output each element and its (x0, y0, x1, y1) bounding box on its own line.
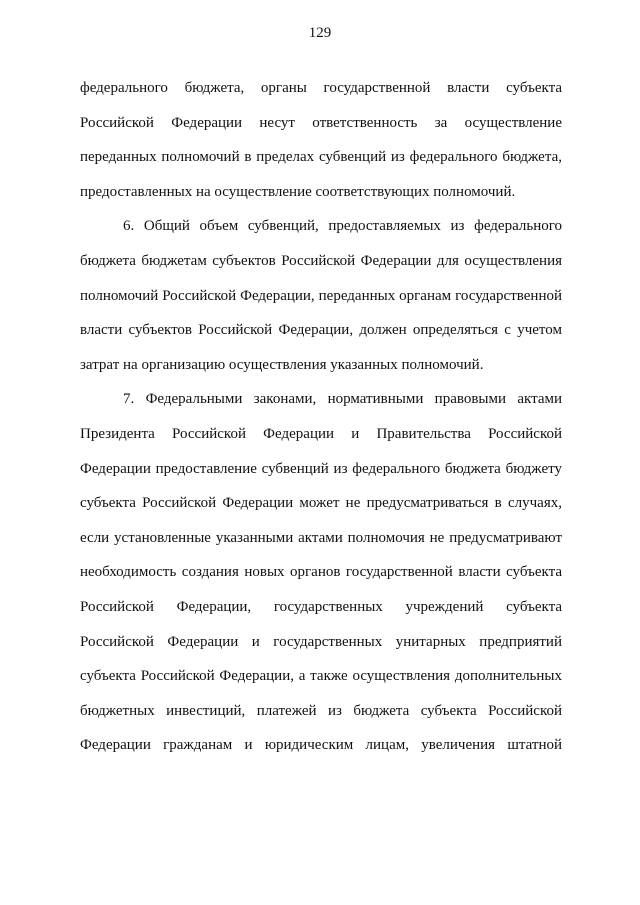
text-line: если установленные указанными актами полномочия не предусматривают (80, 529, 562, 546)
text-line: 7. Федеральными законами, нормативными правовыми актами (123, 391, 562, 408)
text-line: власти субъектов Российской Федерации, должен определяться с учетом (80, 322, 562, 339)
text-line: Президента Российской Федерации и Правительства Российской (80, 425, 562, 442)
text-line: субъекта Российской Федерации может не предусматриваться в случаях, (80, 495, 562, 512)
text-line: бюджета бюджетам субъектов Российской Федерации для осуществления (80, 252, 562, 269)
text-line: федерального бюджета, органы государственной власти субъекта (80, 80, 562, 96)
text-line: Российской Федерации несут ответственность за осуществление (80, 114, 562, 131)
body-text (80, 76, 562, 768)
text-line: Российской Федерации, государственных учреждений субъекта (80, 598, 562, 615)
text-line: затрат на организацию осуществления указанных полномочий. (80, 356, 484, 373)
page-number: 129 (308, 25, 332, 41)
text-line: 6. Общий объем субвенций, предоставляемых из федерального (123, 218, 562, 235)
text-line: полномочий Российской Федерации, переданных органам государственной (80, 287, 562, 304)
text-line: необходимость создания новых органов государственной власти субъекта (80, 564, 562, 581)
text-line: переданных полномочий в пределах субвенций из федерального бюджета, (80, 149, 562, 166)
text-line: субъекта Российской Федерации, а также осуществления дополнительных (80, 668, 562, 685)
text-line: Федерации предоставление субвенций из федерального бюджета бюджету (80, 460, 562, 477)
text-line: Российской Федерации и государственных унитарных предприятий (80, 633, 562, 650)
text-line: бюджетных инвестиций, платежей из бюджета субъекта Российской (80, 702, 562, 719)
text-line: Федерации гражданам и юридическим лицам, увеличения штатной (80, 737, 562, 754)
text-line: предоставленных на осуществление соответствующих полномочий. (80, 183, 516, 200)
